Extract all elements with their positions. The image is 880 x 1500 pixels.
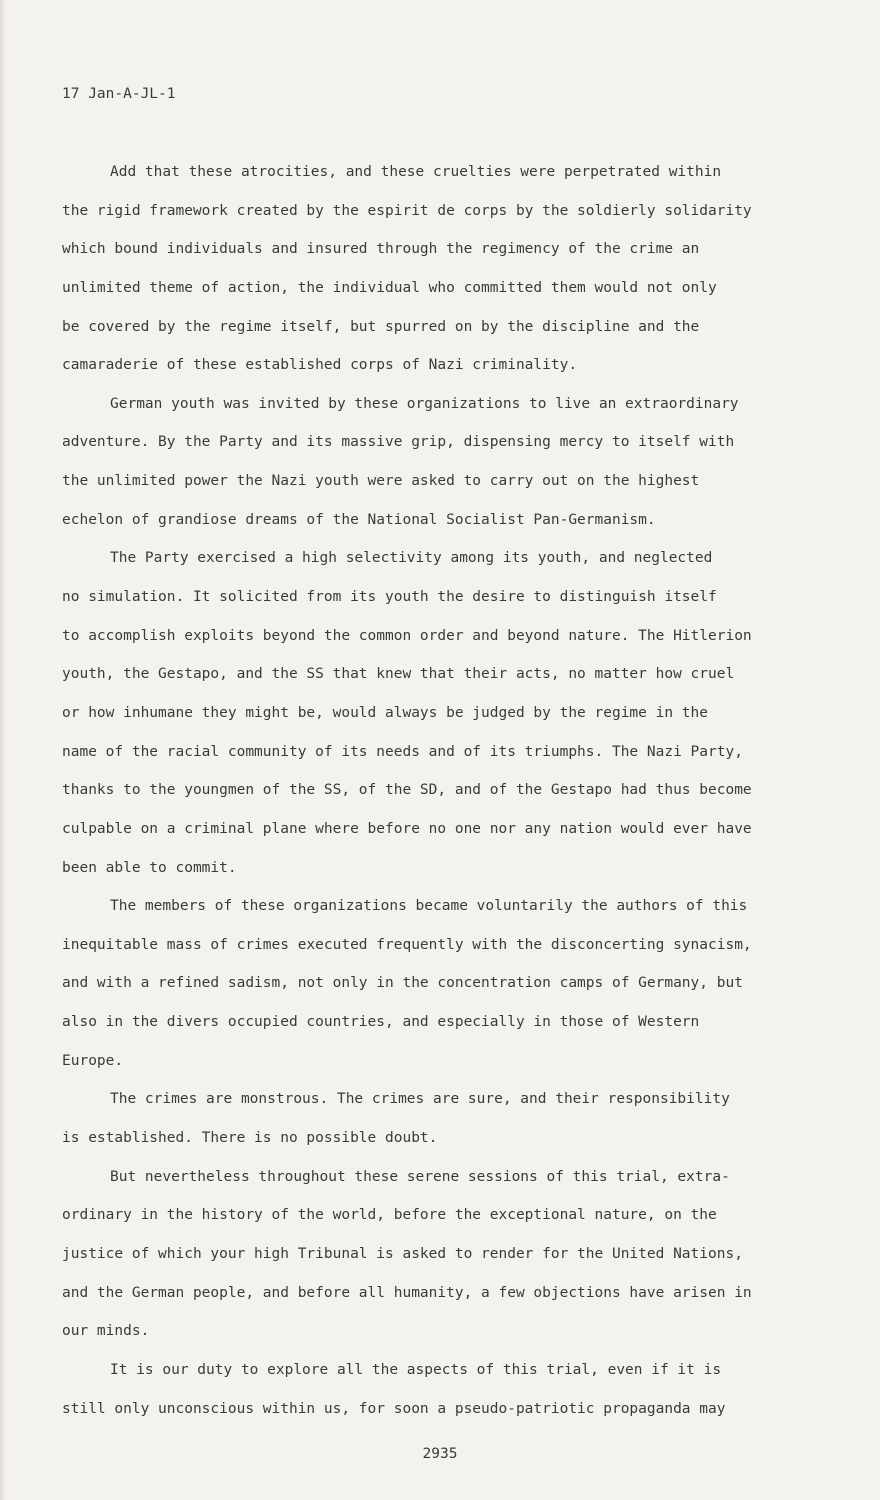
text-line: justice of which your high Tribunal is asked to render for the United Nations, — [62, 1245, 743, 1262]
text-line: be covered by the regime itself, but spurred on by the discipline and the — [62, 318, 700, 335]
text-line: unlimited theme of action, the individual who committed them would not only — [62, 279, 717, 296]
document-reference: 17 Jan-A-JL-1 — [62, 86, 176, 102]
text-line: the rigid framework created by the espirit de corps by the soldierly solidarity — [62, 202, 752, 219]
text-line: It is our duty to explore all the aspects of this trial, even if it is — [110, 1361, 722, 1378]
text-line: But nevertheless throughout these serene sessions of this trial, extra- — [110, 1168, 730, 1185]
text-line: youth, the Gestapo, and the SS that knew that their acts, no matter how cruel — [62, 666, 735, 683]
text-line: inequitable mass of crimes executed frequently with the disconcerting synacism, — [62, 936, 752, 953]
text-line: still only unconscious within us, for soon a pseudo-patriotic propaganda may — [62, 1400, 726, 1417]
text-line: adventure. By the Party and its massive grip, dispensing mercy to itself with — [62, 434, 735, 451]
text-line: to accomplish exploits beyond the common order and beyond nature. The Hitlerion — [62, 627, 752, 644]
page-edge-shadow — [0, 0, 6, 1500]
text-line: and the German people, and before all humanity, a few objections have arisen in — [62, 1284, 752, 1301]
text-line: The members of these organizations became voluntarily the authors of this — [110, 898, 748, 915]
text-line: ordinary in the history of the world, before the exceptional nature, on the — [62, 1207, 717, 1224]
text-line: no simulation. It solicited from its youth the desire to distinguish itself — [62, 589, 717, 606]
text-line: Europe. — [62, 1052, 124, 1069]
text-line: and with a refined sadism, not only in the concentration camps of Germany, but — [62, 975, 743, 992]
text-line: name of the racial community of its needs and of its triumphs. The Nazi Party, — [62, 743, 743, 760]
text-line: also in the divers occupied countries, and especially in those of Western — [62, 1014, 700, 1031]
text-line: our minds. — [62, 1323, 150, 1340]
page-number: 2935 — [422, 1446, 458, 1462]
text-line: camaraderie of these established corps of Nazi criminality. — [62, 357, 578, 374]
text-line: Add that these atrocities, and these cruelties were perpetrated within — [110, 164, 722, 180]
text-line: German youth was invited by these organizations to live an extraordinary — [110, 395, 739, 412]
text-line: the unlimited power the Nazi youth were asked to carry out on the highest — [62, 473, 700, 490]
text-line: which bound individuals and insured through the regimency of the crime an — [62, 241, 700, 258]
text-line: The Party exercised a high selectivity among its youth, and neglected — [110, 550, 713, 567]
body-text — [62, 158, 842, 1433]
text-line: been able to commit. — [62, 859, 237, 876]
text-line: The crimes are monstrous. The crimes are sure, and their responsibility — [110, 1091, 730, 1108]
text-line: thanks to the youngmen of the SS, of the SD, and of the Gestapo had thus become — [62, 782, 752, 799]
text-line: is established. There is no possible doubt. — [62, 1130, 438, 1147]
text-line: culpable on a criminal plane where before no one nor any nation would ever have — [62, 820, 752, 837]
text-line: echelon of grandiose dreams of the National Socialist Pan-Germanism. — [62, 511, 656, 528]
text-line: or how inhumane they might be, would always be judged by the regime in the — [62, 704, 709, 721]
